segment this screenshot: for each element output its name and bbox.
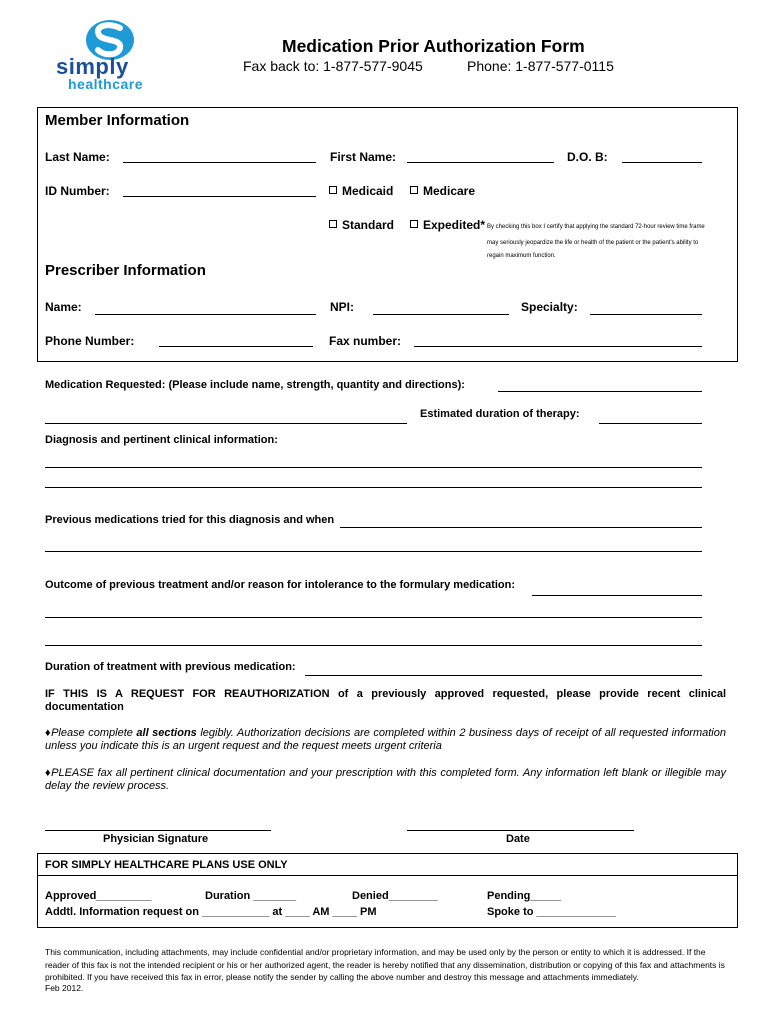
outcome-field-1[interactable]: [532, 595, 702, 596]
diagnosis-label: Diagnosis and pertinent clinical information:: [45, 434, 278, 446]
previous-medications-label: Previous medications tried for this diagnosis and when: [45, 514, 335, 526]
prescriber-info-heading: Prescriber Information: [45, 262, 206, 279]
logo: [52, 18, 172, 98]
prescriber-name-label: Name:: [45, 300, 82, 314]
fax-back-number: Fax back to: 1-877-577-9045: [243, 58, 423, 74]
id-number-label: ID Number:: [45, 184, 110, 198]
standard-checkbox[interactable]: Standard: [329, 218, 394, 232]
expedited-note-line-1: By checking this box I certify that applying the standard 72-hour review time frame: [487, 224, 705, 230]
physician-signature-field[interactable]: [45, 830, 271, 831]
checkbox-square: [329, 186, 337, 194]
phone-number: Phone: 1-877-577-0115: [467, 58, 614, 74]
outcome-field-2[interactable]: [45, 617, 702, 618]
date-field[interactable]: [407, 830, 634, 831]
diagnosis-field-1[interactable]: [45, 467, 702, 468]
medicaid-checkbox[interactable]: Medicaid: [329, 184, 393, 198]
checkbox-square: [329, 220, 337, 228]
form-date: Feb 2012.: [45, 983, 84, 993]
first-name-label: First Name:: [330, 150, 397, 164]
checkbox-square: [410, 186, 418, 194]
spoke-to-field[interactable]: Spoke to _____________: [487, 906, 617, 918]
medication-requested-label: Medication Requested: (Please include name, strength, quantity and directions):: [45, 379, 465, 391]
npi-field[interactable]: [373, 314, 509, 315]
medication-requested-field-1[interactable]: [498, 391, 702, 392]
prescriber-fax-field[interactable]: [414, 346, 702, 347]
previous-duration-label: Duration of treatment with previous medication:: [45, 661, 296, 673]
dob-field[interactable]: [622, 162, 702, 163]
specialty-field[interactable]: [590, 314, 702, 315]
checkbox-square: [410, 220, 418, 228]
previous-medications-field-2[interactable]: [45, 551, 702, 552]
form-title: Medication Prior Authorization Form: [282, 36, 585, 56]
specialty-label: Specialty:: [521, 300, 578, 314]
first-name-field[interactable]: [407, 162, 554, 163]
fax-documentation-notice: ♦PLEASE fax all pertinent clinical documentation and your prescription with this completed form. Any information left blank or illegible may delay the review process.: [45, 767, 726, 792]
date-label: Date: [506, 833, 530, 845]
expedited-note-line-2: may seriously jeopardize the life or health of the patient or the patient's ability to: [487, 240, 699, 246]
outcome-field-3[interactable]: [45, 645, 702, 646]
prescriber-fax-label: Fax number:: [329, 334, 402, 348]
dob-label: D.O. B:: [567, 150, 608, 164]
logo-text-simply: simply: [56, 54, 129, 79]
expedited-checkbox[interactable]: Expedited*: [410, 218, 485, 232]
plans-use-divider: [37, 875, 738, 876]
plans-use-heading: FOR SIMPLY HEALTHCARE PLANS USE ONLY: [45, 859, 288, 871]
complete-all-sections-notice: ♦Please complete all sections legibly. Authorization decisions are completed within 2 business days of receipt of all requested information unless you indicate this is an urgent request and the request meets urgent criteria: [45, 727, 726, 752]
id-number-field[interactable]: [123, 196, 316, 197]
logo-text-healthcare: healthcare: [68, 76, 144, 92]
medication-requested-field-2[interactable]: [45, 423, 407, 424]
last-name-field[interactable]: [123, 162, 316, 163]
pending-field[interactable]: Pending_____: [487, 890, 561, 902]
reauthorization-notice: IF THIS IS A REQUEST FOR REAUTHORIZATION of a previously approved requested, please provide recent clinical documentation: [45, 688, 726, 713]
duration-field[interactable]: Duration _______: [205, 890, 297, 902]
member-prescriber-box: [37, 107, 738, 362]
member-info-heading: Member Information: [45, 112, 190, 129]
additional-info-request-field[interactable]: Addtl. Information request on ___________ at ____ AM ____ PM: [45, 906, 377, 918]
prescriber-phone-label: Phone Number:: [45, 334, 135, 348]
outcome-label: Outcome of previous treatment and/or reason for intolerance to the formulary medication:: [45, 579, 516, 591]
diagnosis-field-2[interactable]: [45, 487, 702, 488]
previous-duration-field[interactable]: [305, 675, 702, 676]
medicare-checkbox[interactable]: Medicare: [410, 184, 475, 198]
approved-field[interactable]: Approved_________: [45, 890, 152, 902]
confidentiality-disclaimer: This communication, including attachments, may include confidential and/or proprietary information, and may be used only by the person or entity to which it is addressed. If the reader of this fax is not the intended recipient or his or her authorized agent, the reader is hereby notified that any dissemination, distribution or copying of this fax and attachments is prohibited. If you have received this fax in error, please notify the sender by calling the above number and destroy this message and attachments immediately.: [45, 947, 725, 982]
estimated-duration-field[interactable]: [599, 423, 702, 424]
prescriber-phone-field[interactable]: [159, 346, 313, 347]
expedited-note-line-3: regain maximum function.: [487, 253, 556, 259]
estimated-duration-label: Estimated duration of therapy:: [420, 408, 580, 420]
physician-signature-label: Physician Signature: [103, 833, 209, 845]
prescriber-name-field[interactable]: [95, 314, 316, 315]
last-name-label: Last Name:: [45, 150, 110, 164]
denied-field[interactable]: Denied________: [352, 890, 438, 902]
npi-label: NPI:: [330, 300, 354, 314]
previous-medications-field-1[interactable]: [340, 527, 702, 528]
